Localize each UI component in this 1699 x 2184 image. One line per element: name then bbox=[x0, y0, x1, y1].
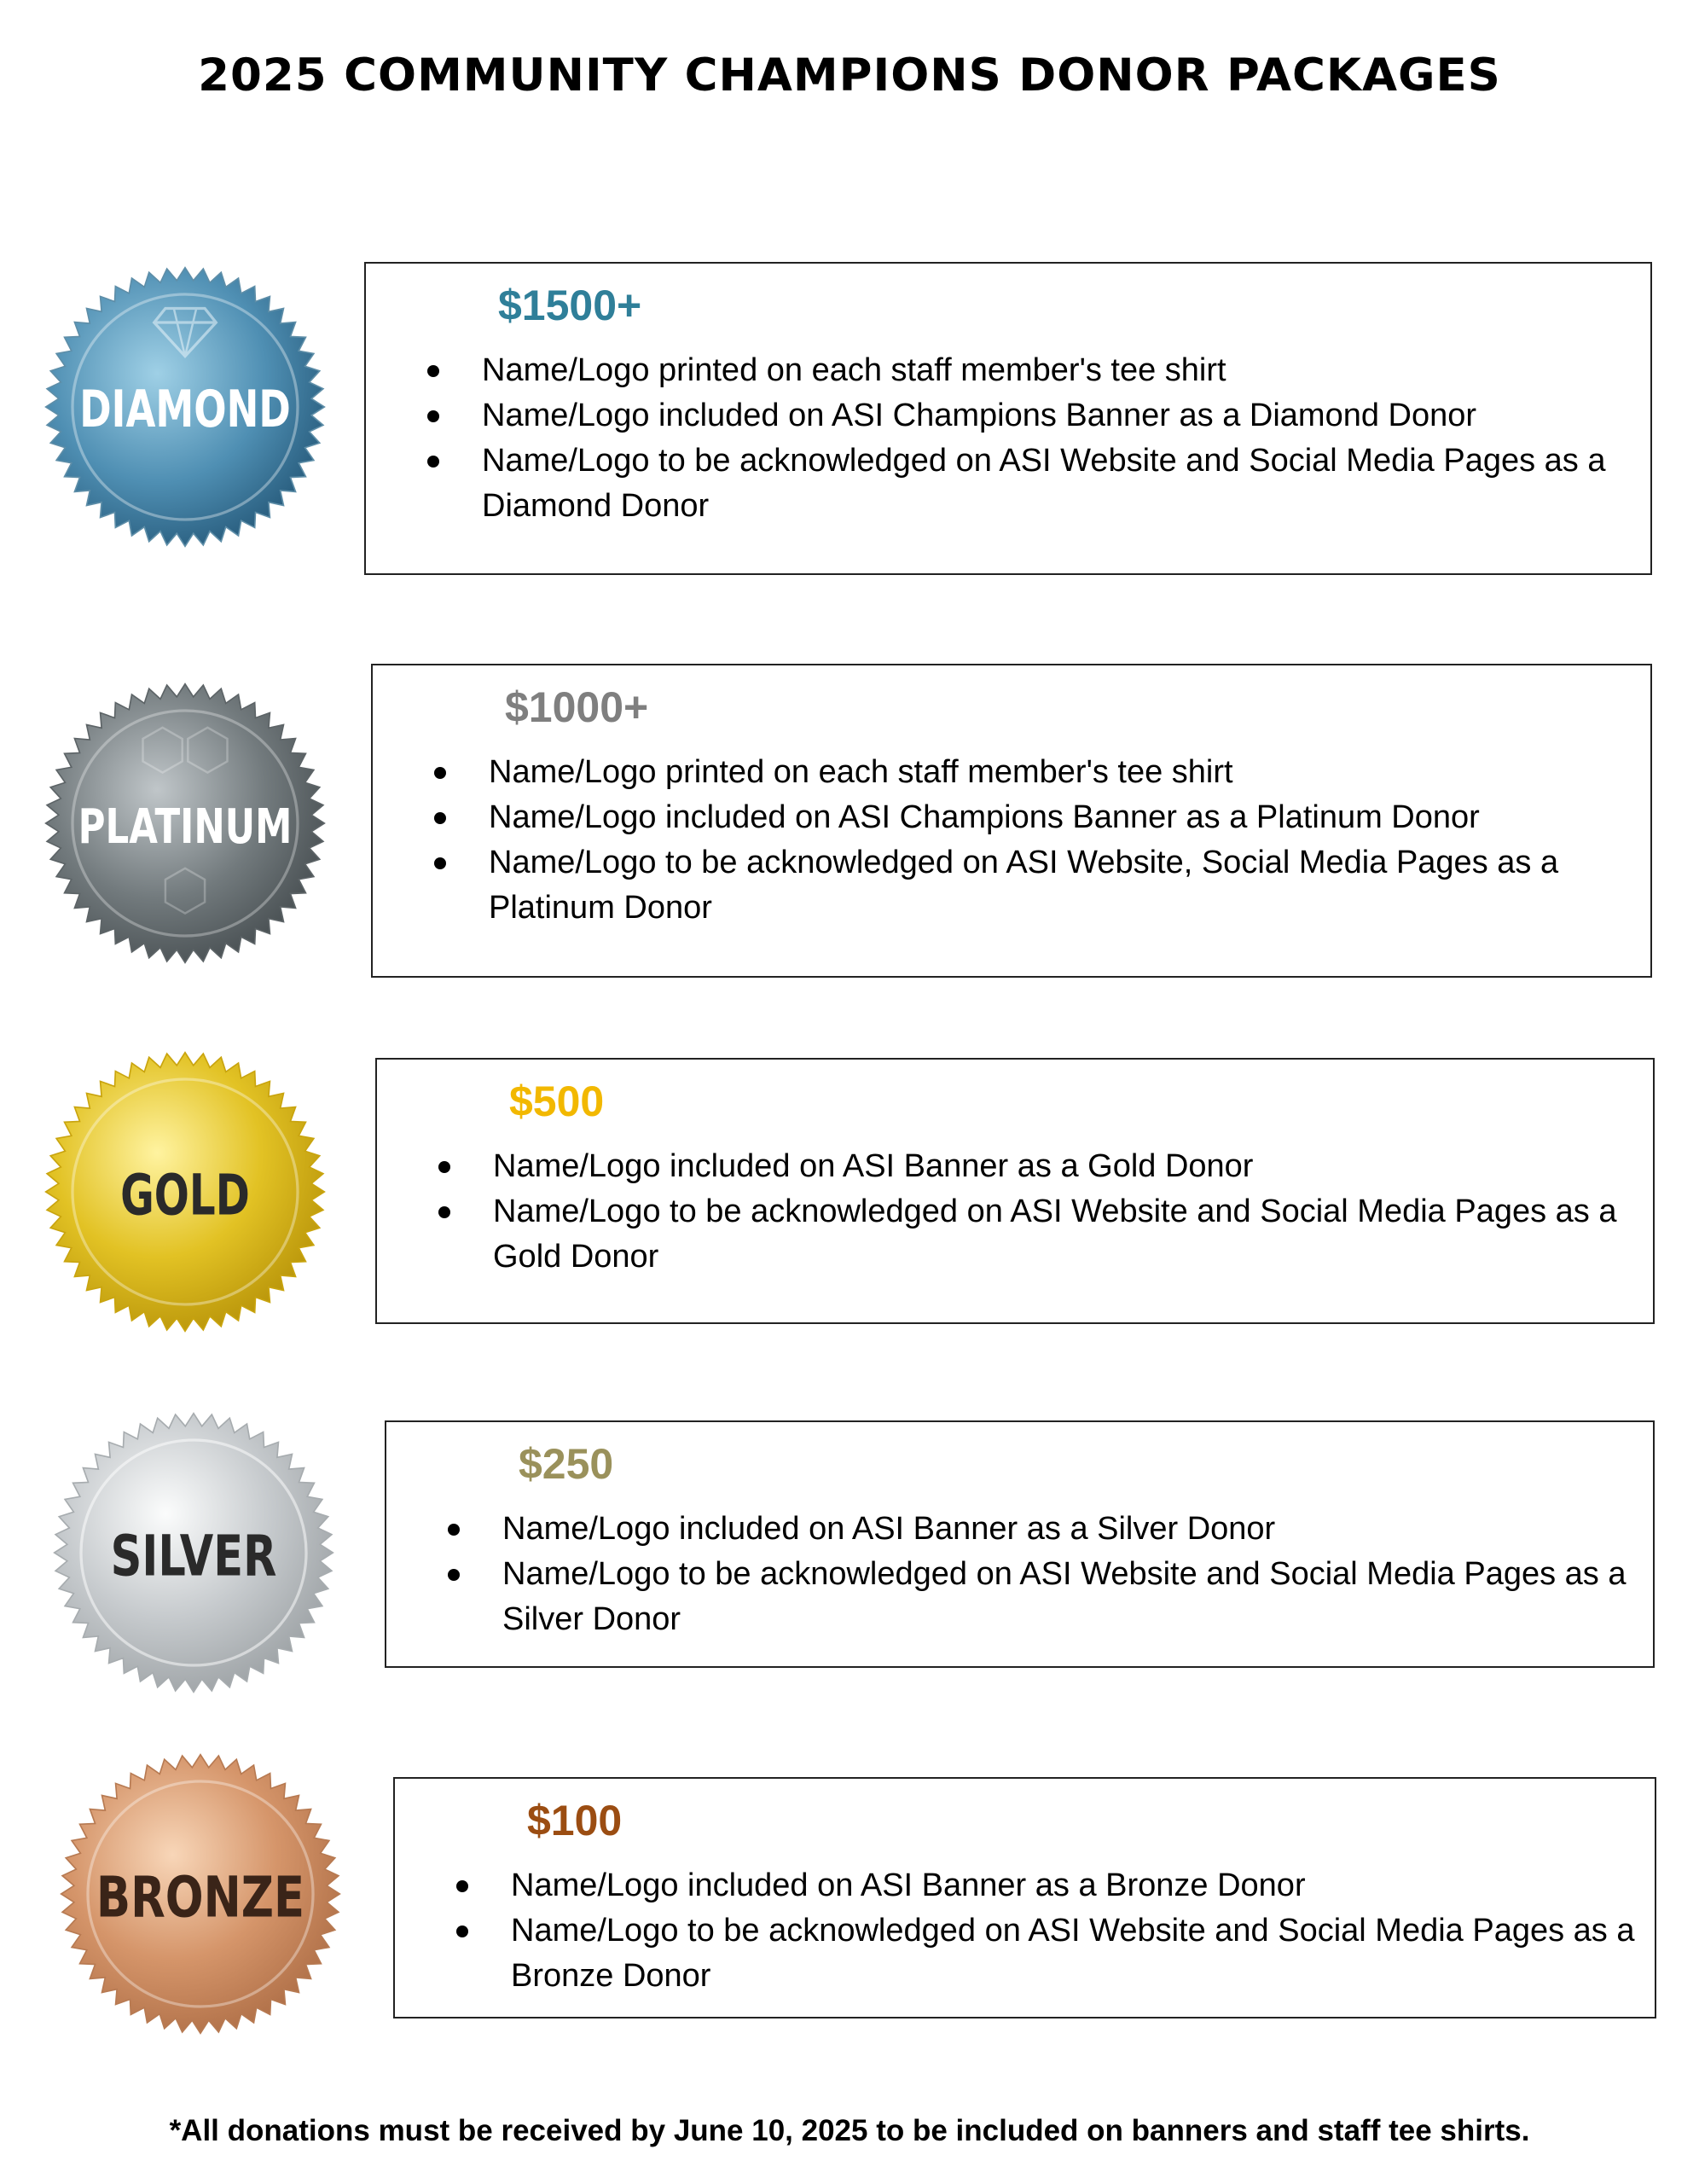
benefits-list bbox=[438, 1144, 1645, 1280]
page-title: 2025 COMMUNITY CHAMPIONS DONOR PACKAGES bbox=[198, 49, 1501, 102]
benefits-list bbox=[448, 1507, 1642, 1642]
benefits-list bbox=[434, 750, 1637, 931]
platinum-package-box bbox=[371, 664, 1652, 978]
price: $1500+ bbox=[498, 282, 642, 329]
list-item: Name/Logo included on ASI Champions Banner as a Diamond Donor bbox=[427, 393, 1638, 439]
badge-label: BRONZE bbox=[96, 1864, 305, 1931]
deadline-footnote: *All donations must be received by June 10, 2025 to be included on banners and staff tee shirts. bbox=[169, 2114, 1530, 2147]
gold-package-box bbox=[375, 1058, 1655, 1324]
list-item: Name/Logo to be acknowledged on ASI Website and Social Media Pages as a Diamond Donor bbox=[427, 439, 1638, 529]
list-item: Name/Logo printed on each staff member's tee shirt bbox=[434, 750, 1637, 795]
silver-seal-icon bbox=[53, 1412, 334, 1693]
list-item: Name/Logo included on ASI Banner as a Silver Donor bbox=[448, 1507, 1642, 1552]
diamond-badge bbox=[44, 266, 326, 548]
bronze-seal-icon bbox=[60, 1753, 341, 2035]
silver-badge bbox=[53, 1412, 334, 1693]
platinum-seal-icon bbox=[44, 682, 326, 964]
price: $500 bbox=[509, 1077, 605, 1125]
bronze-badge bbox=[60, 1753, 341, 2035]
badge-label: DIAMOND bbox=[79, 380, 291, 440]
price: $250 bbox=[519, 1440, 614, 1488]
price: $1000+ bbox=[505, 683, 649, 731]
badge-label: GOLD bbox=[120, 1162, 250, 1228]
badge-label: PLATINUM bbox=[78, 799, 293, 856]
list-item: Name/Logo printed on each staff member's tee shirt bbox=[427, 348, 1638, 393]
list-item: Name/Logo to be acknowledged on ASI Website, Social Media Pages as a Platinum Donor bbox=[434, 840, 1637, 931]
gold-seal-icon bbox=[44, 1051, 326, 1333]
benefits-list bbox=[456, 1863, 1646, 1999]
diamond-package-box bbox=[364, 262, 1652, 575]
list-item: Name/Logo to be acknowledged on ASI Website and Social Media Pages as a Gold Donor bbox=[438, 1189, 1645, 1280]
bronze-package-box bbox=[393, 1777, 1656, 2018]
price: $100 bbox=[527, 1797, 623, 1844]
list-item: Name/Logo included on ASI Champions Banner as a Platinum Donor bbox=[434, 795, 1637, 840]
benefits-list bbox=[427, 348, 1638, 529]
list-item: Name/Logo included on ASI Banner as a Gold Donor bbox=[438, 1144, 1645, 1189]
silver-package-box bbox=[385, 1420, 1655, 1668]
list-item: Name/Logo to be acknowledged on ASI Website and Social Media Pages as a Silver Donor bbox=[448, 1552, 1642, 1642]
badge-label: SILVER bbox=[110, 1523, 277, 1589]
platinum-badge bbox=[44, 682, 326, 964]
diamond-seal-icon bbox=[44, 266, 326, 548]
gold-badge bbox=[44, 1051, 326, 1333]
list-item: Name/Logo included on ASI Banner as a Bronze Donor bbox=[456, 1863, 1646, 1908]
list-item: Name/Logo to be acknowledged on ASI Website and Social Media Pages as a Bronze Donor bbox=[456, 1908, 1646, 1999]
